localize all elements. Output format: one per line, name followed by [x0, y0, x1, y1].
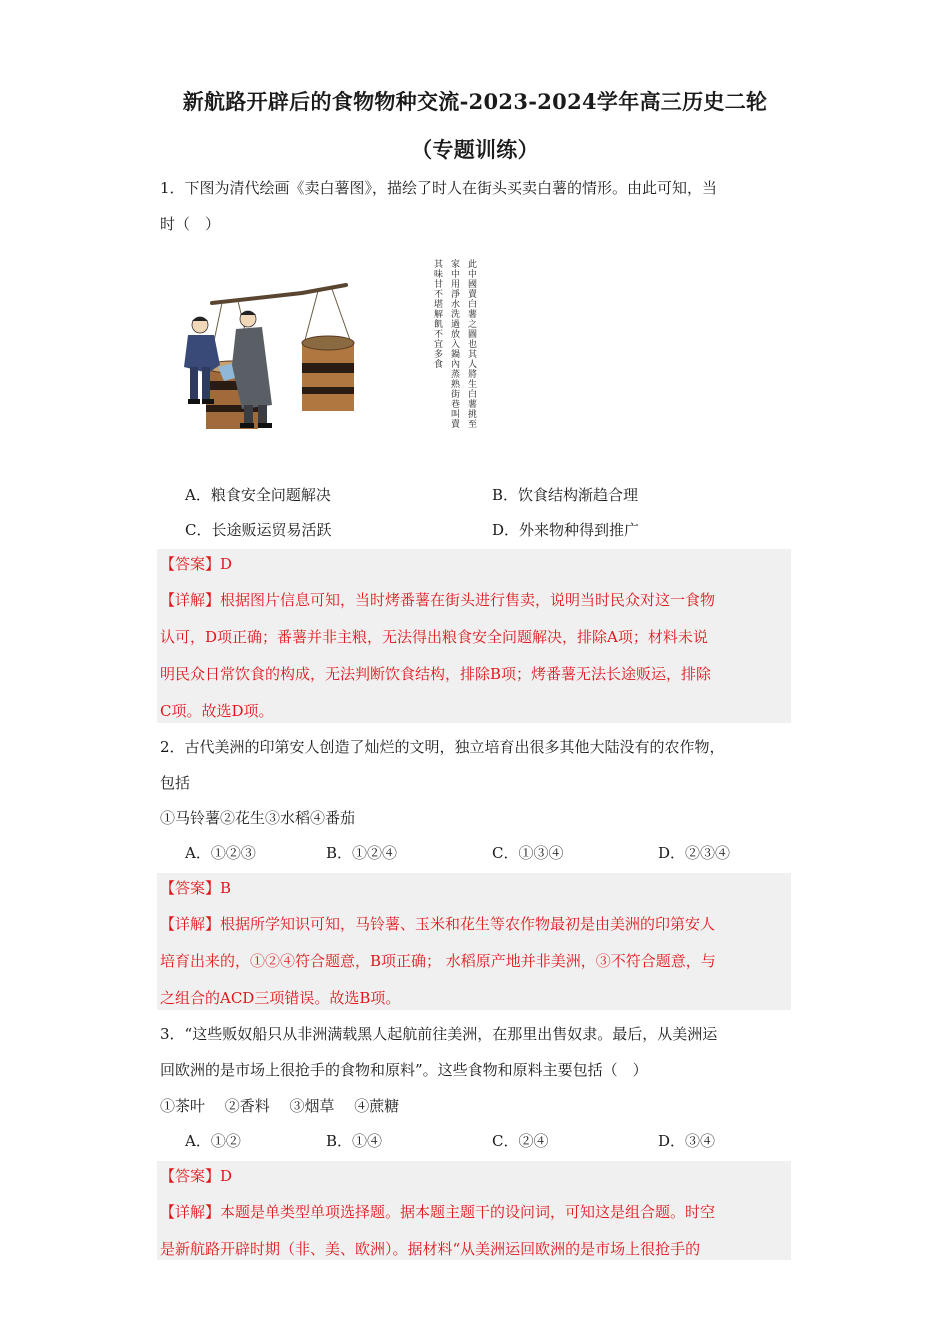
q1-detail-line1	[160, 590, 715, 610]
q2-option-d: D．②③④	[658, 844, 731, 862]
q1-detail-line2: 认可，D项正确；番薯并非主粮，无法得出粮食安全问题解决，排除A项；材料未说	[160, 628, 708, 646]
q1-option-b: B．饮食结构渐趋合理	[492, 486, 639, 504]
q1-option-d: D．外来物种得到推广	[492, 521, 640, 539]
q1-stem-line1: 1．下图为清代绘画《卖白薯图》，描绘了时人在街头买卖白薯的情形。由此可知，当	[160, 179, 718, 197]
answer-tag: 【答案】	[160, 555, 221, 573]
calligraphy-column: 此中國賣白薯之圖也其人將生白薯挑至	[466, 259, 476, 429]
q3-option-d: D．③④	[658, 1132, 716, 1150]
detail-tag: 【详解】	[160, 915, 221, 933]
answer-tag: 【答案】	[160, 1167, 221, 1185]
document-subtitle: （专题训练）	[411, 137, 539, 162]
detail-tag: 【详解】	[160, 591, 221, 609]
q2-stem-line2: 包括	[160, 774, 191, 792]
q2-option-c: C．①③④	[492, 844, 564, 862]
q3-option-b: B．①④	[326, 1132, 383, 1150]
q2-stem-line1: 2．古代美洲的印第安人创造了灿烂的文明，独立培育出很多其他大陆没有的农作物，	[160, 738, 725, 756]
q2-detail-line3: 之组合的ACD三项错误。故选B项。	[160, 989, 401, 1007]
detail-tag: 【详解】	[160, 1203, 221, 1221]
answer-tag: 【答案】	[160, 879, 221, 897]
q1-detail-text: 根据图片信息可知，当时烤番薯在街头进行售卖，说明当时民众对这一食物	[220, 591, 716, 609]
q2-detail-text: 根据所学知识可知，马铃薯、玉米和花生等农作物最初是由美洲的印第安人	[220, 915, 716, 933]
calligraphy-inscription	[406, 259, 476, 449]
q1-detail-line4: C项。故选D项。	[160, 702, 274, 720]
q1-answer-block	[157, 549, 791, 723]
q2-answer: B	[220, 879, 232, 897]
q1-option-c: C．长途贩运贸易活跃	[185, 521, 332, 539]
q3-answer-line	[160, 1166, 232, 1186]
q3-items: ①茶叶 ②香料 ③烟草 ④蔗糖	[160, 1097, 400, 1115]
q3-stem-line1: 3．“这些贩奴船只从非洲满载黑人起航前往美洲，在那里出售奴隶。最后，从美洲运	[160, 1025, 718, 1043]
q3-option-a: A．①②	[185, 1132, 241, 1150]
q2-option-a: A．①②③	[185, 844, 256, 862]
q2-answer-block	[157, 873, 791, 1010]
q3-answer: D	[220, 1167, 233, 1185]
calligraphy-column: 家中用淨水洗過放入鍋內蒸熟街巷叫賣	[449, 259, 459, 429]
q3-detail-text: 本题是单类型单项选择题。据本题主题干的设问词，可知这是组合题。时空	[220, 1203, 716, 1221]
q1-stem-line2: 时（ ）	[160, 215, 221, 233]
q1-detail-line3: 明民众日常饮食的构成，无法判断饮食结构，排除B项；烤番薯无法长途贩运，排除	[160, 665, 712, 683]
q1-painting-figure	[160, 255, 476, 450]
q3-detail-line1	[160, 1202, 715, 1222]
q3-stem-line2: 回欧洲的是市场上很抢手的食物和原料”。这些食物和原料主要包括（ ）	[160, 1061, 648, 1079]
calligraphy-column: 其味甘不堪解飢不宜多食	[432, 259, 442, 369]
q1-answer-line	[160, 554, 232, 574]
q3-detail-line2: 是新航路开辟时期（非、美、欧洲）。据材料“从美洲运回欧洲的是市场上很抢手的	[160, 1240, 701, 1258]
q2-detail-line2: 培育出来的，①②④符合题意，B项正确； 水稻原产地并非美洲，③不符合题意，与	[160, 952, 716, 970]
q2-answer-line	[160, 878, 231, 898]
document-title: 新航路开辟后的食物物种交流-2023-2024学年高三历史二轮	[182, 89, 768, 114]
q3-answer-block	[157, 1161, 791, 1260]
q1-answer: D	[220, 555, 233, 573]
q2-option-b: B．①②④	[326, 844, 398, 862]
q3-option-c: C．②④	[492, 1132, 549, 1150]
q1-option-a: A．粮食安全问题解决	[185, 486, 331, 504]
q2-detail-line1	[160, 914, 715, 934]
q2-items: ①马铃薯②花生③水稻④番茄	[160, 809, 356, 827]
